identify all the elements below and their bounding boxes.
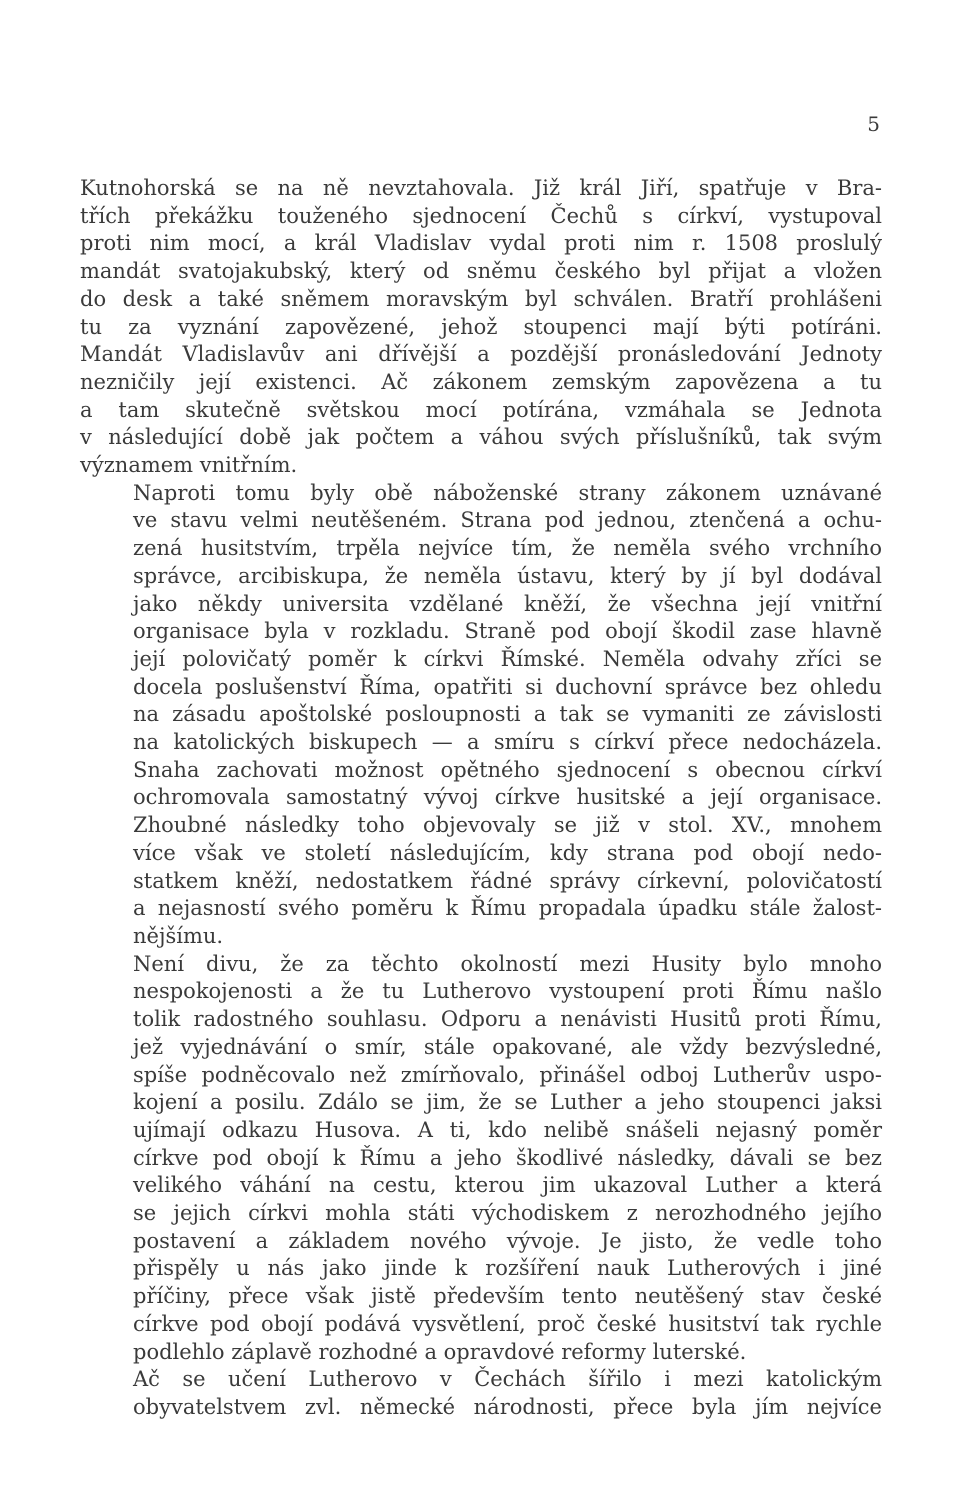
text-line: významem vnitřním. <box>80 453 298 478</box>
text-line: Naproti tomu byly obě náboženské strany zákonem uznávané <box>133 480 882 505</box>
text-line: církve pod obojí podává vysvětlení, proč české husitství tak rychle <box>133 1311 882 1336</box>
text-line: postavení a základem nového vývoje. Je jisto, že vedle toho <box>133 1228 882 1253</box>
text-line: do desk a také sněmem moravským byl schválen. Bratří prohlášeni <box>80 286 882 311</box>
text-line: podlehlo záplavě rozhodné a opravdové reformy luterské. <box>133 1339 747 1364</box>
text-line: a tam skutečně světskou mocí potírána, vzmáhala se Jednota <box>80 397 882 422</box>
body-text <box>80 175 882 1422</box>
text-line: Kutnohorská se na ně nevztahovala. Již král Jiří, spatřuje v Bra- <box>80 176 882 200</box>
paragraph <box>80 175 882 480</box>
text-line: mandát svatojakubský, který od sněmu českého byl přijat a vložen <box>80 259 882 284</box>
text-line: tolik radostného souhlasu. Odporu a nenávisti Husitů proti Římu, <box>133 1007 882 1032</box>
text-line: Ač se učení Lutherovo v Čechách šířilo i mezi katolickým <box>133 1367 882 1392</box>
text-line: docela poslušenství Říma, opatřiti si duchovní správce bez ohledu <box>133 674 882 699</box>
text-line: zená husitstvím, trpěla nejvíce tím, že neměla svého vrchního <box>133 536 882 561</box>
text-line: ujímají odkazu Husova. A ti, kdo nelibě snášeli nejasný poměr <box>133 1117 882 1142</box>
text-line: více však ve století následujícím, kdy strana pod obojí nedo- <box>133 840 882 865</box>
text-line: Mandát Vladislavův ani dřívější a pozdější pronásledování Jednoty <box>80 342 882 367</box>
text-line: správce, arcibiskupa, že neměla ústavu, který by jí byl dodával <box>133 563 882 588</box>
text-line: nezničily její existenci. Ač zákonem zemským zapovězena a tu <box>80 369 882 394</box>
text-line: Snaha zachovati možnost opětného sjednocení s obecnou církví <box>133 757 882 782</box>
page-number: 5 <box>867 112 880 136</box>
text-line: příčiny, přece však jistě především tento neutěšený stav české <box>133 1284 882 1309</box>
text-line: statkem kněží, nedostatkem řádné správy církevní, polovičatostí <box>133 868 882 893</box>
text-line: na katolických biskupech — a smíru s církví přece nedocházela. <box>133 730 882 755</box>
text-line: Zhoubné následky toho objevovaly se již v stol. XV., mnohem <box>133 813 882 838</box>
text-line: tu za vyznání zapovězené, jehož stoupenci mají býti potíráni. <box>80 314 882 339</box>
paragraph <box>80 951 882 1367</box>
text-line: a nejasností svého poměru k Římu propadala úpadku stále žalost- <box>133 896 882 921</box>
paragraph <box>80 1366 882 1421</box>
text-line: spíše podněcovalo než zmírňovalo, přinášel odboj Lutherův uspo- <box>133 1062 882 1087</box>
text-line: třích překážku touženého sjednocení Čechů s církví, vystupoval <box>80 203 882 228</box>
text-line: církve pod obojí k Římu a jeho škodlivé následky, dávali se bez <box>133 1145 882 1170</box>
text-line: přispěly u nás jako jinde k rozšíření nauk Lutherových i jiné <box>133 1256 882 1281</box>
text-line: ochromovala samostatný vývoj církve husitské a její organisace. <box>133 785 882 810</box>
text-line: kojení a posilu. Zdálo se jim, že se Luther a jeho stoupenci jaksi <box>133 1090 882 1115</box>
text-line: jež vyjednávání o smír, stále opakované, ale vždy bezvýsledné, <box>133 1034 882 1059</box>
text-line: obyvatelstvem zvl. německé národnosti, přece byla jím nejvíce <box>133 1394 882 1419</box>
text-line: se jejich církvi mohla státi východiskem z nerozhodného jejího <box>133 1201 882 1226</box>
text-line: organisace byla v rozkladu. Straně pod obojí škodil zase hlavně <box>133 619 882 644</box>
text-line: nějšímu. <box>133 923 224 948</box>
text-line: na zásadu apoštolské posloupnosti a tak se vymaniti ze závislosti <box>133 702 882 727</box>
text-line: Není divu, že za těchto okolností mezi Husity bylo mnoho <box>133 951 882 976</box>
text-line: nespokojenosti a že tu Lutherovo vystoupení proti Římu našlo <box>133 979 882 1004</box>
text-line: jako někdy universita vzdělané kněží, že všechna její vnitřní <box>133 591 882 616</box>
text-line: proti nim mocí, a král Vladislav vydal proti nim r. 1508 proslulý <box>80 231 882 256</box>
text-line: v následující době jak počtem a váhou svých příslušníků, tak svým <box>80 425 882 450</box>
text-line: ve stavu velmi neutěšeném. Strana pod jednou, ztenčená a ochu- <box>133 508 882 533</box>
text-line: velikého váhání na cestu, kterou jim ukazoval Luther a která <box>133 1173 882 1198</box>
text-line: její polovičatý poměr k církvi Římské. Neměla odvahy zříci se <box>133 646 882 671</box>
paragraph <box>80 480 882 951</box>
